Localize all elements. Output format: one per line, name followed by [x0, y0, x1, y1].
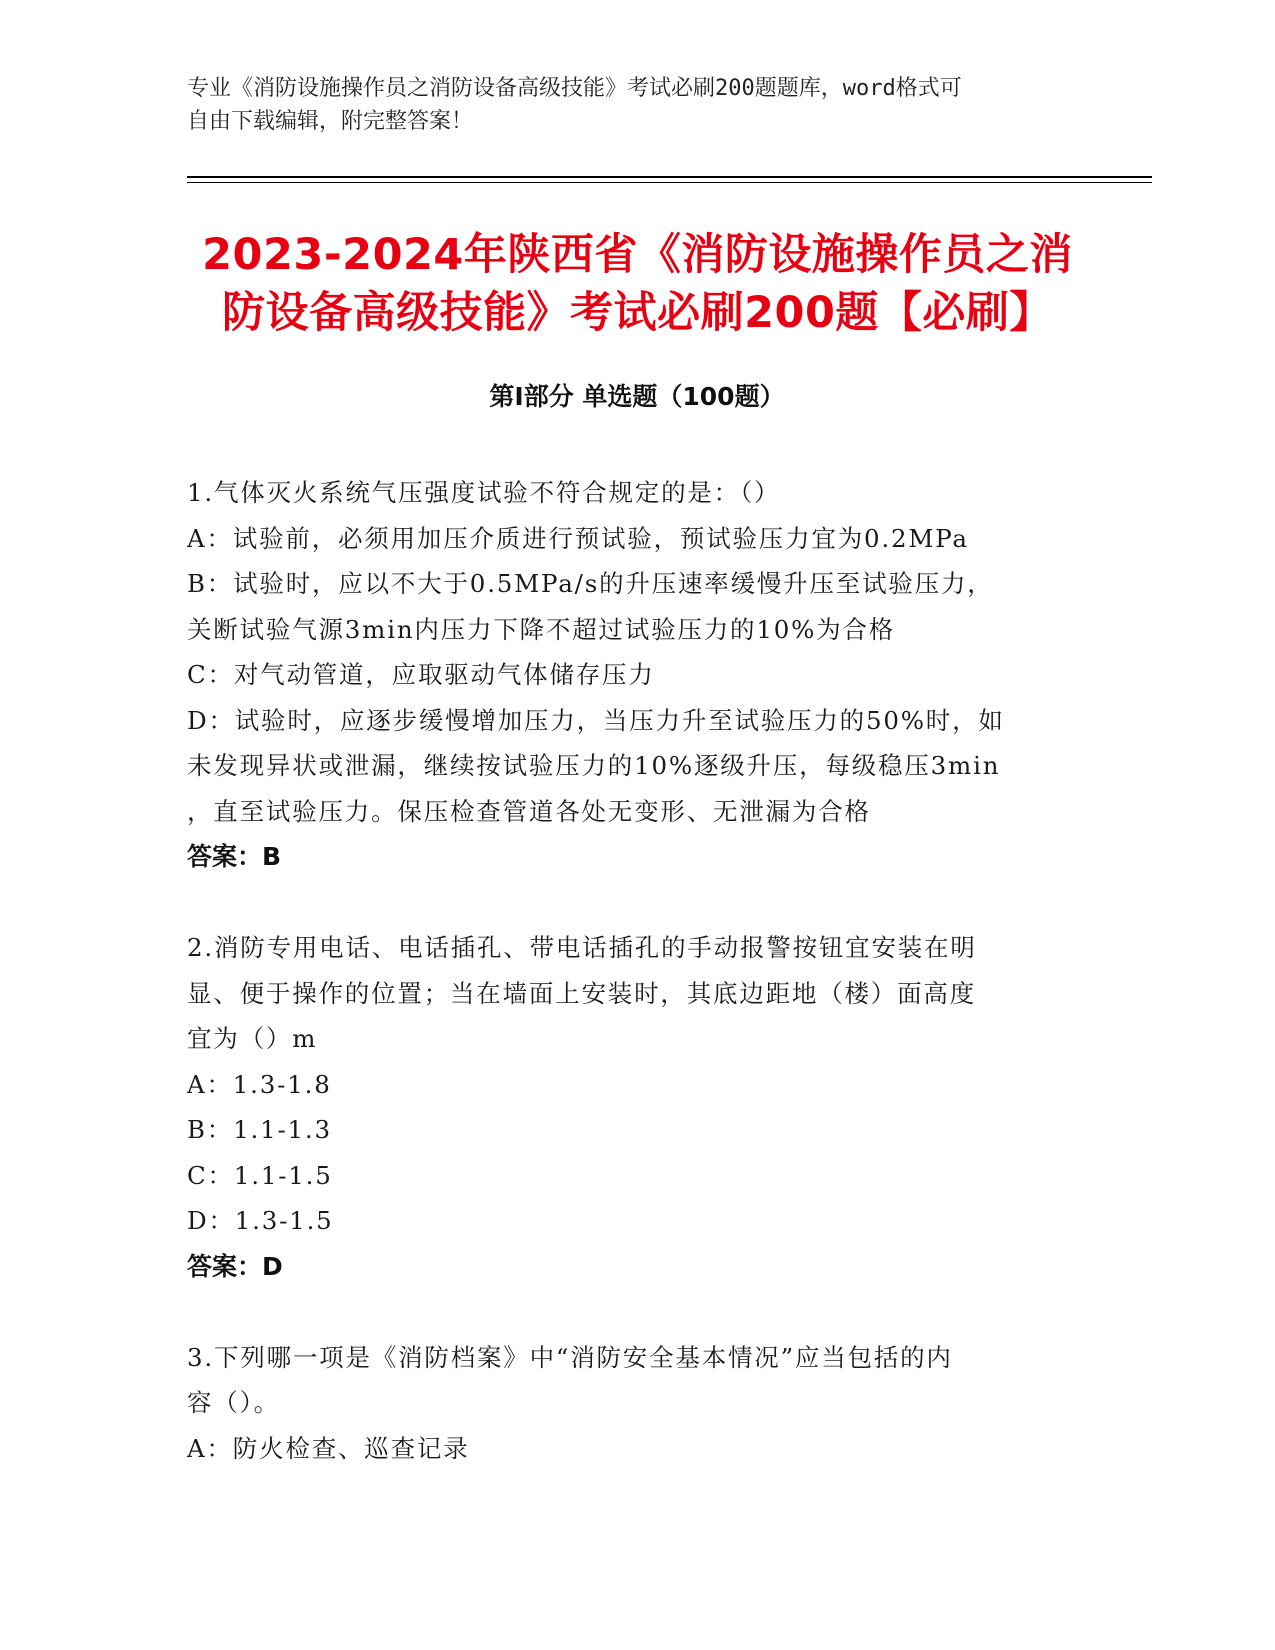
question-line: C：对气动管道，应取驱动气体储存压力: [187, 660, 655, 689]
question-line: A：试验前，必须用加压介质进行预试验，预试验压力宜为0.2MPa: [187, 523, 969, 553]
question-block: [187, 470, 1067, 879]
question-line: ，直至试验压力。保压检查管道各处无变形、无泄漏为合格: [187, 796, 871, 826]
question-line: B：1.1-1.3: [187, 1115, 332, 1144]
header-note: [187, 72, 1087, 138]
question-line: 容（）。: [187, 1388, 280, 1417]
question-line: A：1.3-1.8: [187, 1069, 332, 1099]
question-list: [187, 470, 1067, 1517]
document-title: [160, 226, 1115, 342]
question-block: [187, 1335, 1067, 1472]
answer-line: 答案：B: [187, 842, 282, 871]
question-line: 未发现异状或泄漏，继续按试验压力的10%逐级升压，每级稳压3min: [187, 751, 1001, 780]
section-heading: 第Ⅰ部分 单选题（100题）: [489, 382, 785, 411]
answer-line: 答案：D: [187, 1251, 283, 1281]
title-line: 防设备高级技能》考试必刷200题【必刷】: [222, 288, 1053, 338]
question-line: D：1.3-1.5: [187, 1206, 334, 1235]
question-block: [187, 925, 1067, 1289]
header-divider-thin: [187, 182, 1152, 183]
question-line: A：防火检查、巡查记录: [187, 1433, 470, 1463]
header-note-line: 自由下载编辑，附完整答案！: [187, 109, 474, 134]
question-line: C：1.1-1.5: [187, 1160, 333, 1190]
question-line: D：试验时，应逐步缓慢增加压力，当压力升至试验压力的50%时，如: [187, 705, 1005, 735]
question-line: B：试验时，应以不大于0.5MPa/s的升压速率缓慢升压至试验压力，: [187, 569, 994, 598]
header-note-line: 专业《消防设施操作员之消防设备高级技能》考试必刷200题题库，word格式可: [187, 76, 962, 101]
question-line: 显、便于操作的位置；当在墙面上安装时，其底边距地（楼）面高度: [187, 978, 976, 1008]
header-divider-thick: [187, 176, 1152, 178]
question-line: 2.消防专用电话、电话插孔、带电话插孔的手动报警按钮宜安装在明: [187, 933, 977, 962]
question-line: 3.下列哪一项是《消防档案》中“消防安全基本情况”应当包括的内: [187, 1342, 953, 1372]
question-line: 宜为（）m: [187, 1024, 318, 1053]
question-line: 关断试验气源3min内压力下降不超过试验压力的10%为合格: [187, 614, 896, 644]
title-line: 2023-2024年陕西省《消防设施操作员之消: [202, 230, 1073, 280]
question-line: 1.气体灭火系统气压强度试验不符合规定的是：（）: [187, 478, 781, 507]
